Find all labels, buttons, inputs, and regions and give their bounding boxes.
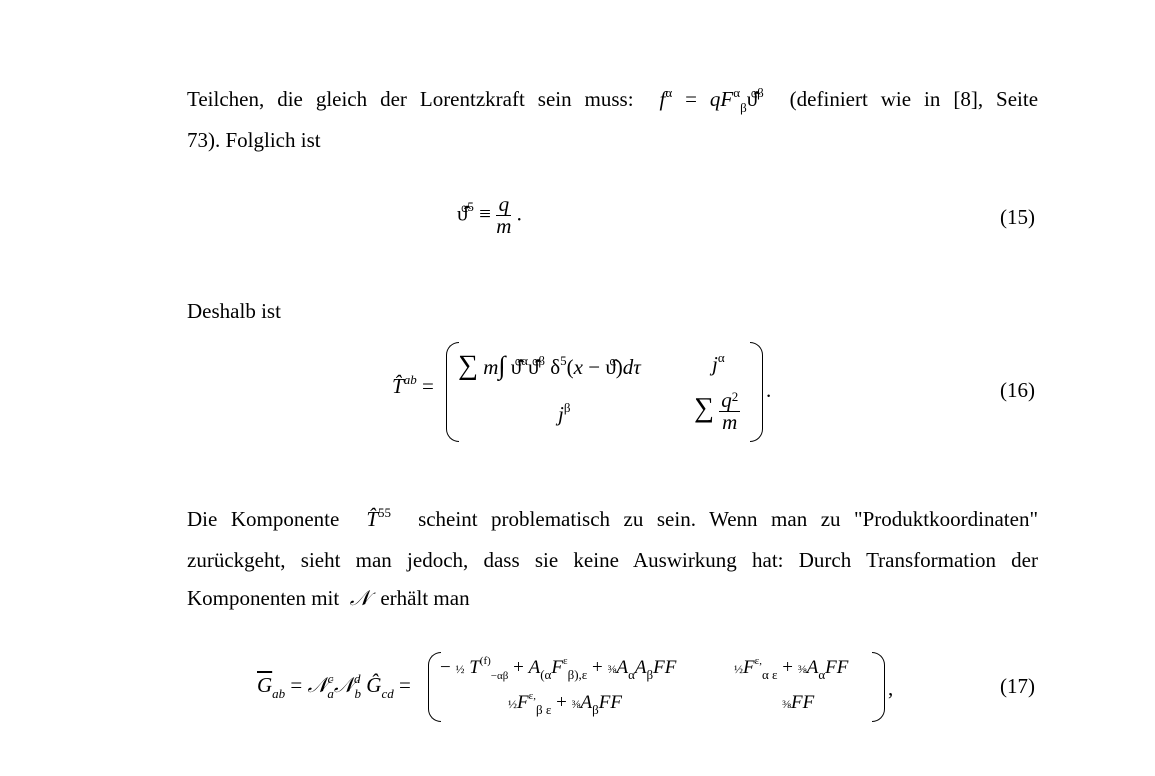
t55-symbol: T̂$^{55}$	[352, 505, 392, 531]
paragraph-3-line2: zurückgeht, sieht man jedoch, dass sie keine Auswirkung hat: Durch Transformation der	[187, 548, 1038, 572]
equation-17-m11: − ½ $T^{(f)}_{-\alpha\beta} + A_{(\alpha}F^\varepsilon_{\beta),\varepsilon}$ + $\frac{3}{8}A_\alpha A_\beta FF$	[440, 655, 677, 682]
equation-16-number: (16)	[1000, 378, 1035, 402]
equation-16-period: .	[766, 378, 772, 402]
lorentz-force-formula: $f^\alpha$ = $qF^\alpha_\beta ϑ̂̇^\beta$	[646, 85, 764, 115]
equation-17-right-paren	[872, 652, 885, 722]
paragraph-3-line1-b: scheint problematisch zu sein. Wenn man zu "Produktkoordinaten"	[418, 507, 1039, 531]
paragraph-3-line3-a: Komponenten mit	[187, 586, 340, 610]
equation-17-m21: $\frac{1}{2}F^{\varepsilon,}_{\beta \varepsilon}$ + $\frac{3}{8}A_\beta FF$	[508, 690, 622, 717]
equation-17-lhs: $\overline{G}_{ab}$ = 𝒩$^c_a$𝒩$^d_b$ $Ĝ_{cd}$ =	[257, 671, 411, 701]
equation-16-right-paren	[750, 342, 763, 442]
equation-15-number: (15)	[1000, 205, 1035, 229]
paragraph-3-line1-a: Die Komponente	[187, 507, 340, 531]
paragraph-3	[187, 500, 1038, 617]
equation-17-number: (17)	[1000, 674, 1035, 698]
n-symbol: 𝒩	[344, 586, 376, 610]
equation-17-m22: ⅜FF	[782, 692, 815, 713]
paragraph-3-line3-b: erhält man	[380, 586, 470, 610]
paragraph-1-text-c: 73). Folglich ist	[187, 128, 321, 152]
paragraph-1-text-b: (definiert wie in [8], Seite	[789, 87, 1039, 111]
equation-16-m21: $j^\beta$	[558, 400, 571, 426]
paragraph-1-text-a: Teilchen, die gleich der Lorentzkraft sein muss:	[187, 87, 634, 111]
equation-16-m11: ∑ m∫ ϑ̂̇$^\alpha$ϑ̂̇$^\beta$ $\delta^5(x$ − ϑ̂)dτ	[458, 350, 641, 381]
equation-16-m22: ∑ $\frac{q^2}{m}$	[694, 388, 739, 434]
equation-17-comma: ,	[888, 676, 894, 700]
equation-16-lhs: T̂$^{ab}$ =	[392, 372, 434, 398]
equation-16-m12: $j^\alpha$	[712, 350, 725, 376]
equation-17-m12: $\frac{1}{2}F^{\varepsilon,}_{\alpha \varepsilon}$ + $\frac{3}{8}A_\alpha FF$	[734, 655, 849, 682]
paragraph-1	[187, 80, 1038, 159]
equation-15: ϑ̂̇$^5$ ≡ $\frac{q}{m}$ .	[457, 192, 522, 238]
paragraph-2: Deshalb ist	[187, 299, 281, 323]
